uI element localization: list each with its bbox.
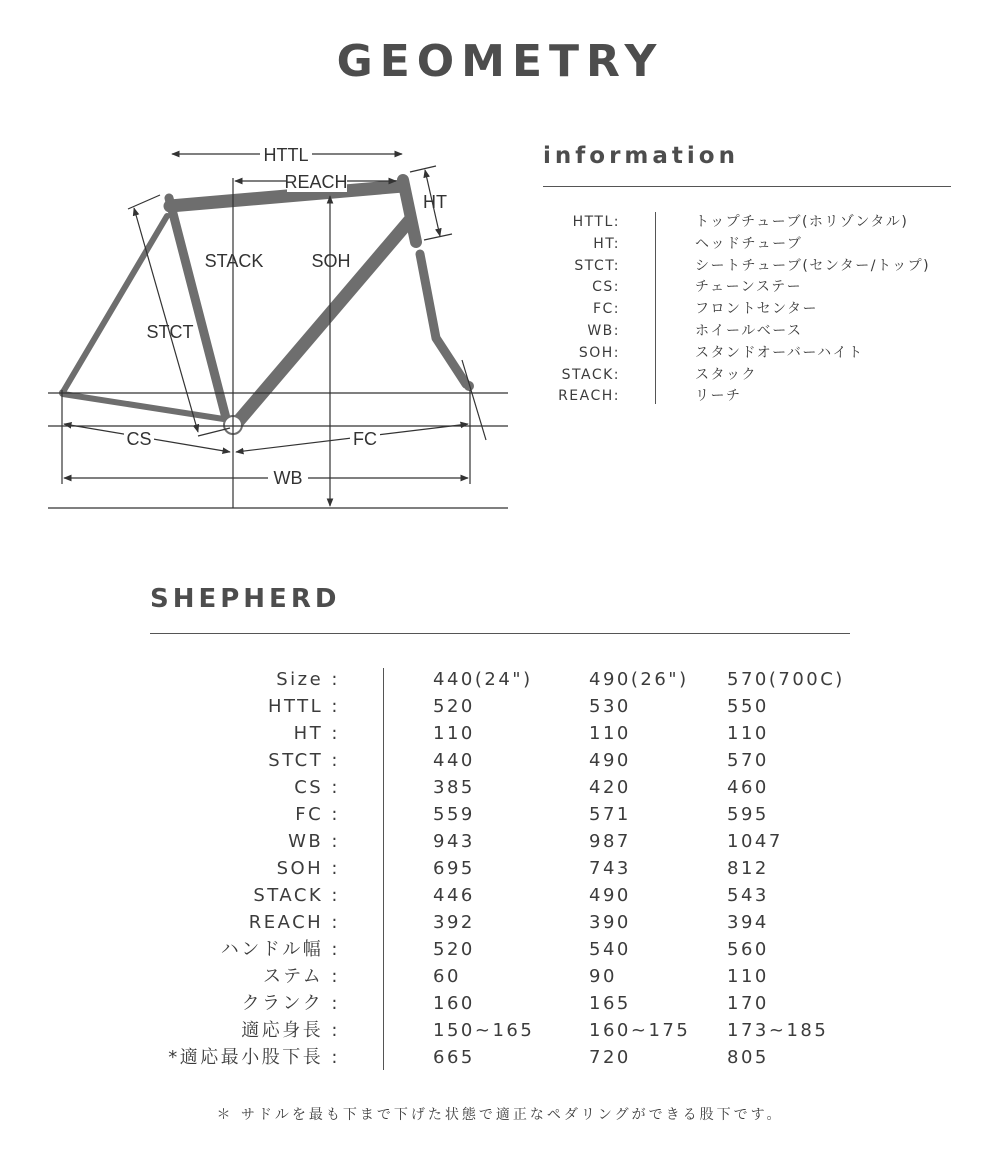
spec-value: 943: [433, 831, 475, 852]
spec-row-crank: [0, 990, 1000, 1017]
spec-row-stack: [0, 882, 1000, 909]
spec-value: 490: [589, 885, 631, 906]
spec-label: *適応最小股下長 :: [168, 1047, 340, 1068]
spec-value: 385: [433, 777, 475, 798]
stack-label: STACK: [204, 251, 264, 271]
spec-value: 110: [727, 966, 769, 987]
spec-row-cs: [0, 774, 1000, 801]
spec-row-httl: [0, 693, 1000, 720]
stct-arrow: [134, 208, 198, 432]
httl-label: HTTL: [263, 145, 309, 165]
spec-value: 812: [727, 858, 769, 879]
spec-row-stem: [0, 963, 1000, 990]
spec-value: 490(26"): [589, 669, 689, 690]
info-value: フロントセンター: [695, 301, 819, 318]
spec-value: 571: [589, 804, 631, 825]
spec-value: 440: [433, 750, 475, 771]
spec-value: 720: [589, 1047, 631, 1068]
spec-row-stct: [0, 747, 1000, 774]
fork-extension: [462, 360, 486, 440]
info-key: STCT:: [574, 257, 620, 274]
spec-value: 743: [589, 858, 631, 879]
information-rule: [543, 186, 951, 187]
info-key: STACK:: [561, 366, 620, 383]
spec-value: 987: [589, 831, 631, 852]
wb-label: WB: [273, 468, 303, 488]
spec-value: 1047: [727, 831, 783, 852]
spec-value: 60: [433, 966, 461, 987]
seat-tube: [169, 198, 226, 418]
spec-value: 394: [727, 912, 769, 933]
information-values: [695, 212, 995, 408]
spec-label: HTTL :: [267, 696, 340, 717]
spec-value: 420: [589, 777, 631, 798]
spec-label: SOH :: [276, 858, 340, 879]
spec-value: 595: [727, 804, 769, 825]
reach-label: REACH: [284, 172, 348, 192]
spec-table: [0, 666, 1000, 1071]
spec-label: STCT :: [268, 750, 340, 771]
info-key: SOH:: [578, 344, 620, 361]
spec-label: CS :: [294, 777, 340, 798]
spec-value: 460: [727, 777, 769, 798]
spec-rule: [150, 633, 850, 634]
spec-row-reach: [0, 909, 1000, 936]
info-value: トップチューブ(ホリゾンタル): [695, 214, 909, 230]
spec-title: SHEPHERD: [150, 584, 341, 614]
spec-label: WB :: [288, 831, 340, 852]
spec-value: 805: [727, 1047, 769, 1068]
spec-label: Size :: [276, 669, 340, 690]
spec-value: 150~165: [433, 1020, 535, 1041]
information-divider: [655, 212, 656, 404]
footnote: ＊ サドルを最も下まで下げた状態で適正なペダリングができる股下です。: [216, 1107, 784, 1123]
info-value: ホイールベース: [695, 322, 803, 339]
ht-label: HT: [423, 192, 447, 212]
spec-value: 520: [433, 939, 475, 960]
spec-value: 110: [433, 723, 475, 744]
spec-label: FC :: [295, 804, 340, 825]
cs-label: CS: [126, 429, 152, 449]
spec-value: 530: [589, 696, 631, 717]
spec-row-wb: [0, 828, 1000, 855]
info-key: REACH:: [558, 388, 620, 405]
spec-row-rider-height: [0, 1017, 1000, 1044]
stct-label: STCT: [146, 322, 194, 342]
info-value: シートチューブ(センター/トップ): [695, 257, 931, 274]
spec-row-fc: [0, 801, 1000, 828]
spec-value: 392: [433, 912, 475, 933]
seat-stay: [63, 216, 167, 392]
bike-frame: [63, 180, 466, 424]
info-key: WB:: [587, 322, 620, 339]
spec-value: 550: [727, 696, 769, 717]
spec-label: 適応身長 :: [241, 1020, 340, 1041]
spec-value: 90: [589, 966, 617, 987]
spec-label: REACH :: [248, 912, 340, 933]
info-value: ヘッドチューブ: [695, 235, 803, 252]
spec-value: 570(700C): [727, 669, 845, 690]
page-title: GEOMETRY: [336, 36, 664, 87]
ht-tick-top: [410, 166, 436, 172]
spec-value: 160~175: [589, 1020, 691, 1041]
spec-label: ハンドル幅 :: [220, 939, 340, 960]
spec-value: 570: [727, 750, 769, 771]
spec-row-ht: [0, 720, 1000, 747]
spec-value: 520: [433, 696, 475, 717]
spec-value: 695: [433, 858, 475, 879]
spec-row-min-inseam: [0, 1044, 1000, 1071]
seat-tube-tick: [128, 195, 160, 209]
spec-value: 110: [589, 723, 631, 744]
spec-value: 543: [727, 885, 769, 906]
info-value: スタック: [695, 366, 757, 383]
fc-label: FC: [353, 429, 377, 449]
spec-value: 560: [727, 939, 769, 960]
spec-label: STACK :: [253, 885, 340, 906]
spec-value: 165: [589, 993, 631, 1014]
spec-label: ステム :: [262, 966, 340, 987]
spec-value: 173~185: [727, 1020, 829, 1041]
info-key: HTTL:: [572, 214, 620, 230]
spec-value: 160: [433, 993, 475, 1014]
spec-value: 390: [589, 912, 631, 933]
geometry-diagram: [0, 130, 520, 520]
info-value: スタンドオーバーハイト: [695, 344, 864, 361]
info-key: FC:: [592, 301, 620, 318]
spec-row-handlebar-width: [0, 936, 1000, 963]
spec-row-soh: [0, 855, 1000, 882]
info-value: リーチ: [695, 388, 742, 405]
spec-label: HT :: [293, 723, 340, 744]
spec-label: クランク :: [241, 993, 340, 1014]
spec-value: 446: [433, 885, 475, 906]
info-key: CS:: [592, 279, 620, 296]
chain-stay: [63, 394, 230, 420]
spec-row-size: [0, 666, 1000, 693]
seat-tube-extension: [198, 428, 230, 436]
spec-value: 170: [727, 993, 769, 1014]
information-title: information: [543, 143, 739, 169]
spec-value: 490: [589, 750, 631, 771]
soh-label: SOH: [311, 251, 351, 271]
ht-tick-bottom: [424, 234, 452, 240]
spec-value: 440(24"): [433, 669, 533, 690]
spec-value: 665: [433, 1047, 475, 1068]
info-key: HT:: [593, 235, 620, 252]
spec-value: 540: [589, 939, 631, 960]
information-keys: [520, 212, 620, 408]
fork: [420, 254, 466, 384]
info-value: チェーンステー: [695, 279, 803, 296]
spec-value: 559: [433, 804, 475, 825]
spec-value: 110: [727, 723, 769, 744]
